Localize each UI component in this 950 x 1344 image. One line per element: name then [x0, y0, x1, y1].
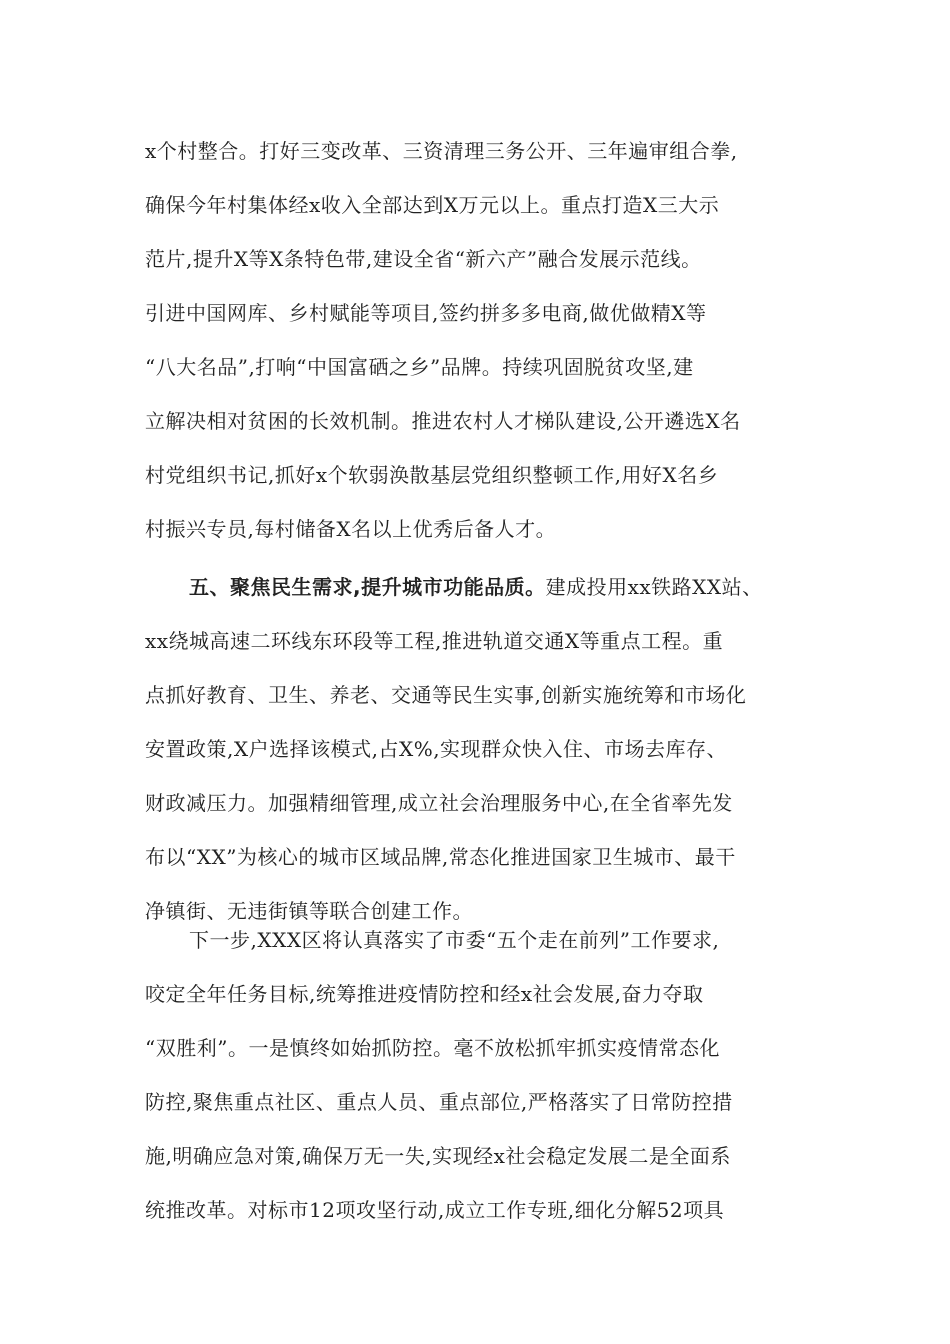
section-heading: 五、聚焦民生需求,提升城市功能品质。 [189, 575, 546, 599]
text-line: 村党组织书记,抓好x个软弱涣散基层党组织整顿工作,用好X名乡 [145, 463, 719, 487]
text-line: 确保今年村集体经x收入全部达到X万元以上。重点打造X三大示 [145, 193, 720, 217]
text-line: xx绕城高速二环线东环段等工程,推进轨道交通X等重点工程。重 [145, 629, 724, 653]
heading-continuation: 建成投用xx铁路XX站、 [545, 575, 763, 599]
text-line: 立解决相对贫困的长效机制。推进农村人才梯队建设,公开遴选X名 [145, 409, 741, 433]
text-line: 咬定全年任务目标,统筹推进疫情防控和经x社会发展,奋力夺取 [145, 982, 704, 1006]
text-line: 净镇街、无违街镇等联合创建工作。 [145, 899, 473, 923]
text-line: 村振兴专员,每村储备X名以上优秀后备人才。 [145, 517, 557, 541]
text-line-first [145, 560, 805, 614]
text-line: 布以“XX”为核心的城市区域品牌,常态化推进国家卫生城市、最干 [145, 845, 736, 869]
text-line: 安置政策,X户选择该模式,占X%,实现群众快入住、市场去库存、 [145, 737, 728, 761]
paragraph-rural-revitalization [145, 124, 805, 556]
text-line: 点抓好教育、卫生、养老、交通等民生实事,创新实施统筹和市场化 [145, 683, 747, 707]
text-line: “八大名品”,打响“中国富硒之乡”品牌。持续巩固脱贫攻坚,建 [145, 355, 694, 379]
text-line: 引进中国网库、乡村赋能等项目,签约拼多多电商,做优做精X等 [145, 301, 707, 325]
text-line: “双胜利”。一是慎终如始抓防控。毫不放松抓牢抓实疫情常态化 [145, 1036, 720, 1060]
text-line: 范片,提升X等X条特色带,建设全省“新六产”融合发展示范线。 [145, 247, 702, 271]
text-line: 施,明确应急对策,确保万无一失,实现经x社会稳定发展二是全面系 [145, 1144, 731, 1168]
paragraph-next-steps [145, 913, 805, 1237]
text-line: x个村整合。打好三变改革、三资清理三务公开、三年遍审组合拳, [145, 139, 738, 163]
paragraph-livelihood [145, 560, 805, 938]
text-line: 统推改革。对标市12项攻坚行动,成立工作专班,细化分解52项具 [145, 1198, 725, 1222]
text-line: 财政减压力。加强精细管理,成立社会治理服务中心,在全省率先发 [145, 791, 733, 815]
text-line: 防控,聚焦重点社区、重点人员、重点部位,严格落实了日常防控措 [145, 1090, 733, 1114]
text-line-first: 下一步,XXX区将认真落实了市委“五个走在前列”工作要求, [189, 928, 720, 952]
